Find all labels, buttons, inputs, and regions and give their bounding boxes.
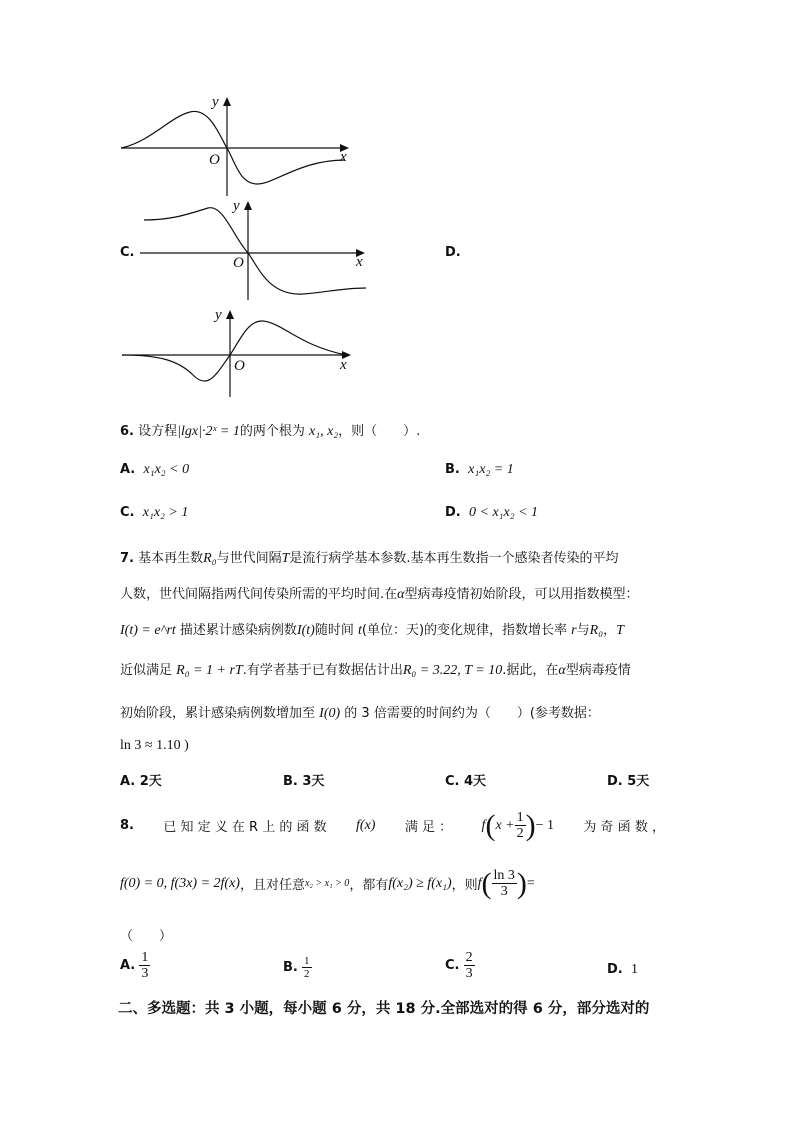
- fraction: [139, 950, 150, 981]
- text: .据此，在: [502, 663, 559, 678]
- text: 基本再生数: [138, 551, 204, 566]
- text: 已 知 定 义 在 R 上 的 函 数: [163, 820, 327, 835]
- question-number: 6.: [120, 424, 134, 439]
- axis-label-y: y: [215, 307, 222, 323]
- q7-line-5: [120, 702, 600, 722]
- q8-line-3: （ ）: [120, 929, 173, 944]
- text: ，都有: [349, 878, 389, 893]
- denominator: 3: [500, 884, 508, 899]
- numerator: 1: [516, 810, 524, 825]
- q7-line-3: [120, 619, 624, 639]
- text: 初始阶段，累计感染病例数增加至: [120, 706, 316, 721]
- text: .有学者基于已有数据估计出: [242, 663, 403, 678]
- text: ，: [603, 623, 617, 638]
- stem-text: 的两个根为: [239, 424, 305, 439]
- numerator: ln 3: [493, 868, 515, 883]
- y-axis-arrow-icon: [223, 97, 231, 106]
- text: 随时间: [314, 623, 354, 638]
- axis-label-x: x: [340, 357, 347, 373]
- math: f: [481, 817, 486, 833]
- math: t: [357, 623, 362, 638]
- text: 型病毒疫情初始阶段，可以用指数模型：: [404, 587, 639, 602]
- q7-line-2: [120, 583, 639, 603]
- math: f(x₂) ≥ f(x₁): [388, 875, 452, 891]
- text: 与: [576, 623, 590, 638]
- math: I(t): [296, 623, 315, 638]
- math: I(t) = e^rt: [120, 623, 176, 638]
- math: R₀: [589, 623, 604, 638]
- option-label: D.: [445, 505, 461, 520]
- denominator: 3: [141, 966, 149, 981]
- axis-label-y: y: [212, 94, 219, 110]
- q8-line-1: [120, 810, 665, 841]
- fraction: [464, 950, 475, 981]
- q7-line-1: [120, 547, 619, 567]
- math: f(x): [356, 817, 376, 833]
- q8-option-a[interactable]: [120, 950, 150, 981]
- axis-label-x: x: [340, 149, 347, 165]
- graph-option-b: [115, 92, 355, 202]
- option-label: B.: [445, 462, 460, 477]
- function-expression: f ( x + $\frac{1}{2}$ ) − 1: [481, 808, 555, 842]
- denominator: 3: [465, 966, 473, 981]
- denominator: 2: [516, 826, 524, 841]
- text: 与世代间隔: [216, 551, 282, 566]
- q7-option-a[interactable]: A. 2天: [120, 774, 162, 789]
- math: T: [281, 551, 290, 566]
- q6-option-c[interactable]: [120, 505, 188, 521]
- math: I(0): [319, 706, 341, 721]
- q7-line-6: ln 3 ≈ 1.10 ): [120, 738, 189, 753]
- text: ，且对任意: [239, 878, 305, 893]
- numerator: 2: [465, 950, 473, 965]
- equation: |lgx|·2ˣ = 1: [177, 424, 240, 439]
- q6-option-b[interactable]: [445, 462, 514, 478]
- math: f: [477, 875, 482, 891]
- q8-option-b[interactable]: [283, 955, 312, 980]
- text: 型病毒疫情: [565, 663, 631, 678]
- stem-text: ，则（ ）.: [338, 424, 421, 439]
- question-number: 7.: [120, 551, 134, 566]
- graph-option-d: [118, 305, 358, 400]
- option-text: x₁x₂ = 1: [468, 462, 514, 477]
- text: (单位：天)的变化规律，指数增长率: [361, 623, 568, 638]
- option-label: A.: [120, 462, 136, 477]
- text: 为 奇 函 数 ，: [583, 820, 665, 835]
- option-c-label: C.: [120, 245, 135, 260]
- origin-label: O: [209, 152, 220, 168]
- text: 描述累计感染病例数: [179, 623, 297, 638]
- text: 近似满足: [120, 663, 173, 678]
- option-text: x₁x₂ > 1: [142, 505, 189, 520]
- numerator: 1: [304, 955, 310, 967]
- option-label: A.: [120, 958, 136, 973]
- math: x₂ > x₁ > 0: [304, 878, 350, 889]
- roots: x₁, x₂: [309, 424, 339, 439]
- option-label: B.: [283, 960, 298, 975]
- text: 满 足 ：: [404, 820, 453, 835]
- math: f(0) = 0, f(3x) = 2f(x): [120, 875, 240, 891]
- option-label: C.: [445, 958, 460, 973]
- fraction: [302, 955, 312, 980]
- math: R₀: [203, 551, 217, 566]
- fraction: [515, 810, 526, 841]
- text: 是流行病学基本参数.基本再生数指一个感染者传染的平均: [289, 551, 619, 566]
- q7-option-d[interactable]: D. 5天: [607, 774, 650, 789]
- section-heading: 二、多选题：共 3 小题，每小题 6 分，共 18 分.全部选对的得 6 分，部分选对的: [118, 1001, 650, 1017]
- math: T: [616, 623, 624, 638]
- math: R₀ = 3.22, T = 10: [402, 663, 503, 678]
- fraction: [492, 868, 517, 899]
- q8-line-2: f(0) = 0, f(3x) = 2f(x) ，且对任意 x₂ > x₁ > 0 ，都有 f(x₂) ≥ f(x₁) ，则 f ( $\frac{\ln 3}{3}$ ) =: [120, 866, 535, 900]
- math: =: [526, 875, 535, 891]
- text: ，则: [451, 878, 478, 893]
- q6-option-d[interactable]: [445, 505, 538, 521]
- q8-option-c[interactable]: [445, 950, 475, 981]
- numerator: 1: [141, 950, 149, 965]
- option-text: x₁x₂ < 0: [143, 462, 190, 477]
- function-curve: [144, 208, 366, 294]
- math: r: [571, 623, 577, 638]
- axis-label-y: y: [233, 198, 240, 214]
- question-number: 8.: [120, 818, 134, 833]
- origin-label: O: [234, 358, 245, 374]
- y-axis-arrow-icon: [244, 201, 252, 210]
- math: α: [397, 587, 405, 602]
- q8-option-d[interactable]: [607, 962, 638, 978]
- q7-option-c[interactable]: C. 4天: [445, 774, 487, 789]
- option-label: C.: [120, 505, 135, 520]
- option-text: 1: [631, 962, 638, 977]
- axis-label-x: x: [356, 254, 363, 270]
- q7-line-4: [120, 659, 631, 679]
- option-text: 0 < x₁x₂ < 1: [469, 505, 539, 520]
- y-axis-arrow-icon: [226, 310, 234, 319]
- math: R₀ = 1 + rT: [176, 663, 243, 678]
- math: x +: [495, 817, 515, 833]
- text: 人数，世代间隔指两代间传染所需的平均时间.在: [120, 587, 398, 602]
- option-label: D.: [607, 962, 623, 977]
- origin-label: O: [233, 255, 244, 271]
- graph-option-c: [138, 196, 370, 304]
- denominator: 2: [304, 968, 310, 980]
- q6-option-a[interactable]: [120, 462, 189, 478]
- question-6-stem: [120, 420, 420, 440]
- q7-option-b[interactable]: B. 3天: [283, 774, 325, 789]
- math: α: [558, 663, 566, 678]
- text: 的 3 倍需要的时间约为（ ）(参考数据：: [344, 706, 600, 721]
- option-d-label: D.: [445, 245, 461, 260]
- math: − 1: [535, 817, 555, 833]
- stem-text: 设方程: [138, 424, 178, 439]
